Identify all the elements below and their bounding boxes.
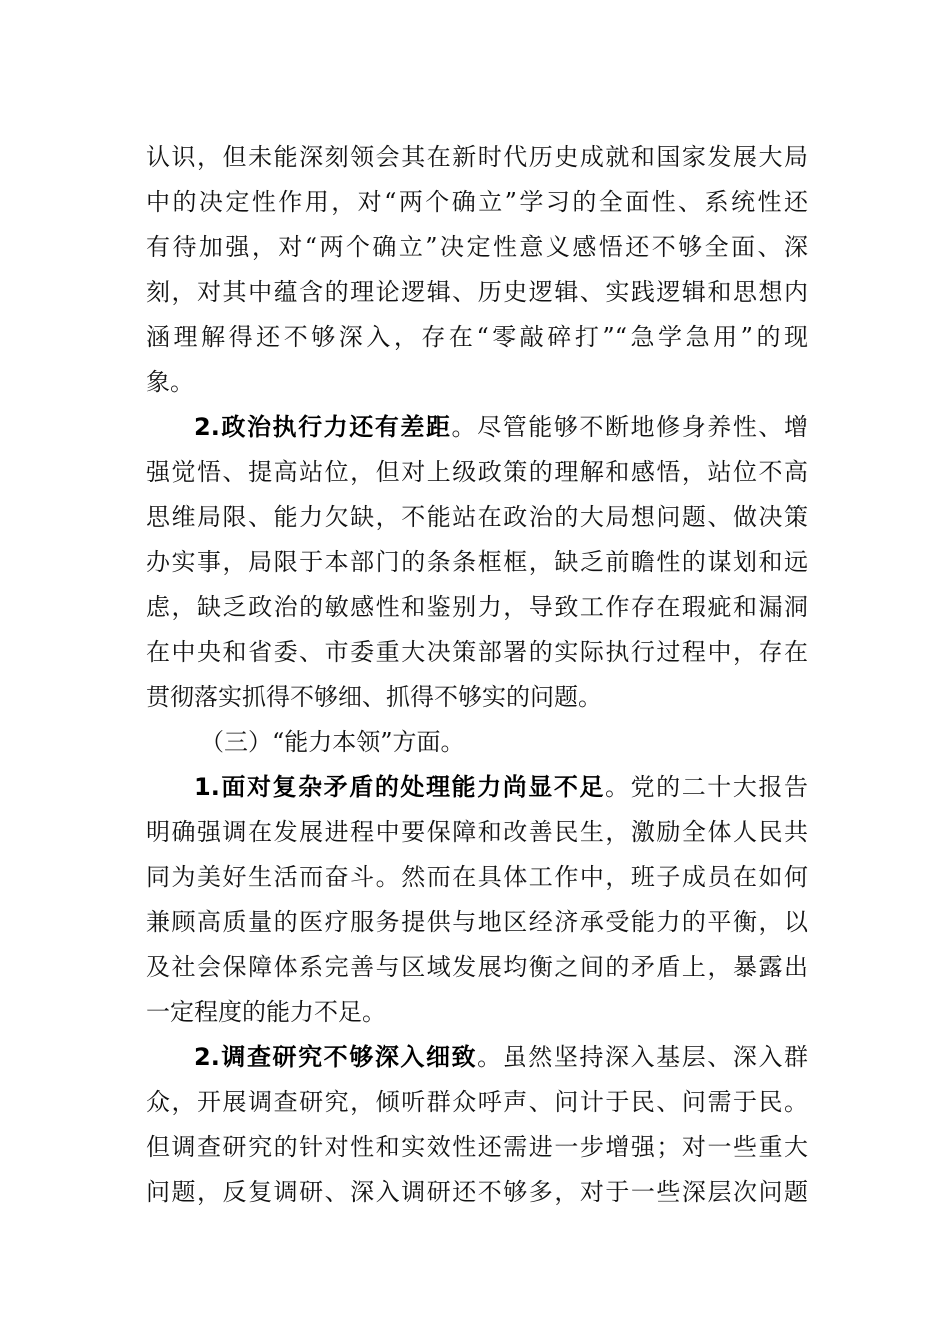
paragraph-line: 刻，对其中蕴含的理论逻辑、历史逻辑、实践逻辑和思想内: [146, 278, 808, 306]
section-heading: （三）“能力本领”方面。: [200, 728, 465, 756]
paragraph-line: 同为美好生活而奋斗。然而在具体工作中，班子成员在如何: [146, 863, 808, 891]
paragraph-line: 中的决定性作用，对“两个确立”学习的全面性、系统性还: [146, 188, 808, 216]
paragraph-line: 思维局限、能力欠缺，不能站在政治的大局想问题、做决策: [146, 503, 808, 531]
paragraph-line: 涵理解得还不够深入，存在“零敲碎打”“急学急用”的现: [146, 323, 808, 351]
paragraph-line: 及社会保障体系完善与区域发展均衡之间的矛盾上，暴露出: [146, 953, 808, 981]
item-text: 。尽管能够不断地修身养性、增: [451, 413, 808, 441]
item-heading-line: [194, 409, 808, 445]
paragraph-line: 问题，反复调研、深入调研还不够多，对于一些深层次问题: [146, 1178, 808, 1206]
item-text: 。虽然坚持深入基层、深入群: [477, 1043, 808, 1071]
item-title: 2.调查研究不够深入细致: [194, 1043, 478, 1071]
paragraph-line: 虑，缺乏政治的敏感性和鉴别力，导致工作存在瑕疵和漏洞: [146, 593, 808, 621]
paragraph-line: 贯彻落实抓得不够细、抓得不够实的问题。: [146, 683, 602, 711]
paragraph-line: 认识，但未能深刻领会其在新时代历史成就和国家发展大局: [146, 143, 808, 171]
paragraph-line: 办实事，局限于本部门的条条框框，缺乏前瞻性的谋划和远: [146, 548, 808, 576]
paragraph-line: 在中央和省委、市委重大决策部署的实际执行过程中，存在: [146, 638, 808, 666]
paragraph-line: 兼顾高质量的医疗服务提供与地区经济承受能力的平衡，以: [146, 908, 808, 936]
paragraph-line: 强觉悟、提高站位，但对上级政策的理解和感悟，站位不高: [146, 458, 808, 486]
paragraph-line: 一定程度的能力不足。: [146, 998, 386, 1026]
paragraph-line: 有待加强，对“两个确立”决定性意义感悟还不够全面、深: [146, 233, 808, 261]
paragraph-line: 象。: [146, 368, 194, 396]
item-text: 。党的二十大报告: [604, 773, 808, 801]
paragraph-line: 明确强调在发展进程中要保障和改善民生，激励全体人民共: [146, 818, 808, 846]
paragraph-line: 众，开展调查研究，倾听群众呼声、问计于民、问需于民。: [146, 1088, 808, 1116]
item-heading-line: [194, 769, 808, 805]
item-heading-line: [194, 1039, 808, 1075]
paragraph-line: 但调查研究的针对性和实效性还需进一步增强；对一些重大: [146, 1133, 808, 1161]
item-title: 2.政治执行力还有差距: [194, 413, 452, 441]
item-title: 1.面对复杂矛盾的处理能力尚显不足: [194, 773, 605, 801]
